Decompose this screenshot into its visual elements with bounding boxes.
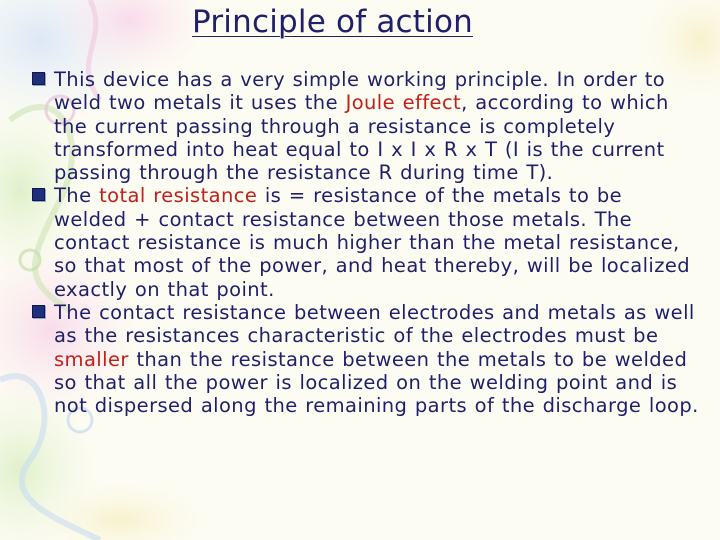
checkbox-square-bullet-icon	[32, 305, 45, 318]
text-segment: than the resistance between the metals to be welded so that all the power is localized on the welding point and is not dispersed along the remaining parts of the discharge loop.	[54, 347, 699, 418]
highlighted-term: smaller	[54, 347, 129, 371]
bullet-item	[32, 301, 702, 417]
checkbox-square-bullet-icon	[32, 188, 45, 201]
highlighted-term: total resistance	[99, 184, 258, 208]
text-segment: , according to which the current passing through a resistance is completely transformed into heat equal to I x I x R x T (I is the current passing through the resistance R during time T).	[54, 91, 669, 185]
bullet-item	[32, 68, 702, 184]
checkbox-square-bullet-icon	[32, 72, 45, 85]
text-segment: The contact resistance between electrodes and metals as well as the resistances characteristic of the electrodes must be	[54, 300, 695, 348]
text-segment: is = resistance of the metals to be welded + contact resistance between those metals. The contact resistance is much higher than the metal resistance, so that most of the power, and heat thereby, will be localized exactly on that point.	[54, 184, 691, 301]
bullet-text	[54, 184, 690, 300]
text-segment: This device has a very simple working principle. In order to weld two metals it uses the	[54, 68, 666, 115]
bullet-text	[54, 68, 669, 184]
bullet-text	[54, 301, 699, 417]
bullet-item	[32, 184, 702, 300]
text-segment: The	[54, 184, 100, 208]
slide-title: Principle of action	[192, 4, 473, 40]
bullet-list	[32, 68, 702, 417]
highlighted-term: Joule effect	[345, 91, 462, 115]
